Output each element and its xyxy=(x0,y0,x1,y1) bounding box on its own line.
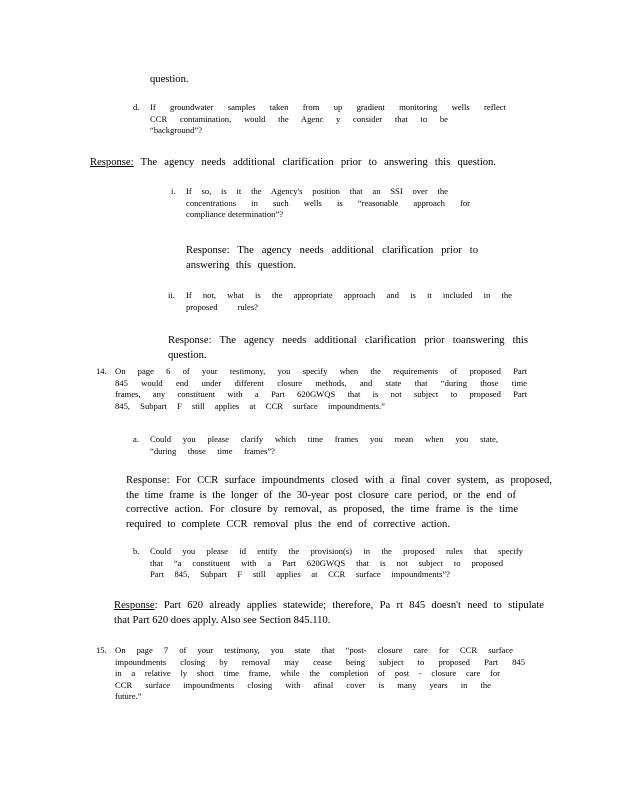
item-14a-label: a. xyxy=(133,434,139,444)
question-14-line: 845, Subpart F still applies at CCR surface impoundments.” xyxy=(115,400,385,411)
item-ii-text xyxy=(186,290,512,313)
item-ii-label: ii. xyxy=(168,290,175,300)
response-label: Response: xyxy=(90,157,134,168)
question-15-line: On page 7 of your testimony, you state that “post- closure care for CCR surface xyxy=(115,645,513,655)
response-14a xyxy=(126,474,552,532)
item-i-label: i. xyxy=(171,186,176,196)
response-label: Response xyxy=(114,600,155,611)
item-d-text xyxy=(150,102,506,137)
item-i-text xyxy=(186,186,470,221)
response-ii-line: Response: The agency needs additional clarification prior toanswering this xyxy=(168,335,528,346)
question-15-label: 15. xyxy=(96,645,107,655)
item-ii-line: If not, what is the appropriate approach and is it included in the xyxy=(186,290,512,300)
question-14-text xyxy=(115,366,527,412)
response-i-line: answering this question. xyxy=(186,259,296,271)
question-14-line: On page 6 of your testimony, you specify when the requirements of proposed Part xyxy=(115,366,527,376)
response-d xyxy=(90,156,496,171)
question-15-text xyxy=(115,645,525,703)
response-ii xyxy=(168,334,528,363)
item-i-line: compliance determination”? xyxy=(186,209,284,219)
item-d-line: “background”? xyxy=(150,125,203,135)
item-14a-line: Could you please clarify which time frames you mean when you state, xyxy=(150,434,498,444)
question-14-line: 845 would end under different closure methods, and state that “during those time xyxy=(115,377,527,388)
response-14a-line: corrective action. For closure by removal, as proposed, the time frame is the time xyxy=(126,504,518,515)
response-14a-line: the time frame is the longer of the 30-year post closure care period, or the end of xyxy=(126,489,516,501)
response-i-line: Response: The agency needs additional clarification prior to xyxy=(186,245,478,256)
item-14a-line: “during those time frames”? xyxy=(150,445,275,456)
item-14b-line: that “a constituent with a Part 620GWQS that is not subject to proposed xyxy=(150,557,503,568)
item-14a-text xyxy=(150,434,498,457)
item-ii-line: proposed rules? xyxy=(186,301,258,312)
response-i xyxy=(186,244,478,273)
response-14a-line: Response: For CCR surface impoundments closed with a final cover system, as proposed, xyxy=(126,475,552,486)
item-d-line: CCR contamination, would the Agenc y consider that to be xyxy=(150,113,448,124)
response-14b-line: : Part 620 already applies statewide; therefore, Pa rt 845 doesn't need to stipulate xyxy=(154,600,544,611)
question-14-line: frames, any constituent with a Part 620GWQS that is not subject to proposed Part xyxy=(115,389,527,399)
response-14b xyxy=(114,599,544,628)
question-15-line: future.” xyxy=(115,691,142,701)
item-14b-line: Could you please id entify the provision(s) in the proposed rules that specify xyxy=(150,546,523,556)
question-15-line: impoundments closing by removal may cease being subject to proposed Part 845 xyxy=(115,656,525,667)
item-14b-line: Part 845, Subpart F still applies at CCR surface impoundments”? xyxy=(150,569,450,579)
item-14b-text xyxy=(150,546,523,581)
item-i-line: If so, is it the Agency's position that an SSI over the xyxy=(186,186,448,196)
response-ii-line: question. xyxy=(168,349,207,361)
item-d-label: d. xyxy=(133,102,140,112)
response-14b-line: that Part 620 does apply. Also see Section 845.110. xyxy=(114,614,331,626)
response-14a-line: required to complete CCR removal plus the end of corrective action. xyxy=(126,518,450,530)
question-tail: question. xyxy=(150,74,189,85)
question-15-line: in a relative ly short time frame, while the completion of post - closure care for xyxy=(115,668,500,678)
question-14-label: 14. xyxy=(96,366,107,376)
question-15-line: CCR surface impoundments closing with afinal cover is many years in the xyxy=(115,679,491,690)
item-d-line: If groundwater samples taken from up gradient monitoring wells reflect xyxy=(150,102,506,112)
response-text: The agency needs additional clarification prior to answering this question. xyxy=(140,157,496,168)
item-14b-label: b. xyxy=(133,546,140,556)
item-i-line: concentrations in such wells is “reasonable approach for xyxy=(186,197,470,208)
